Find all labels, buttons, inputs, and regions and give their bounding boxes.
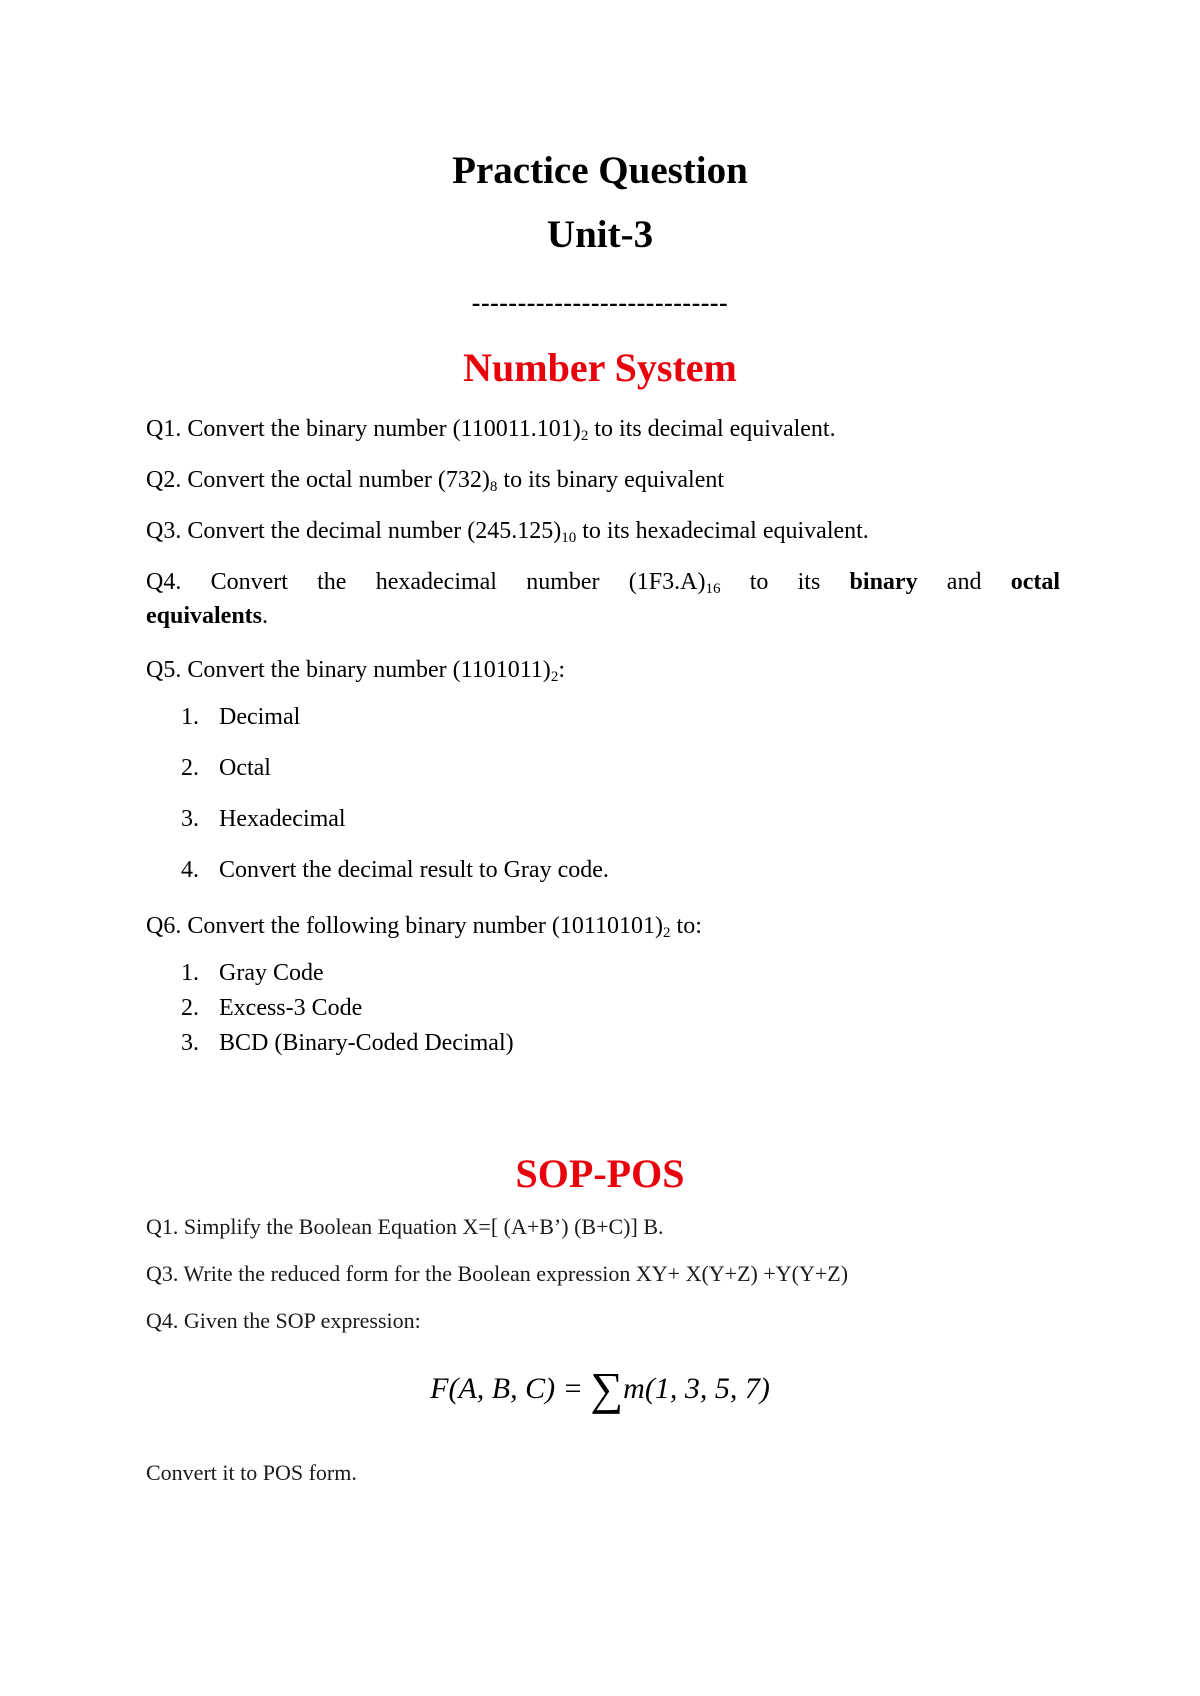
sop-formula: F(A, B, C) = ∑m(1, 3, 5, 7) <box>430 1363 770 1414</box>
question-ns-q6: Q6. Convert the following binary number $(10110101)_2$ to: <box>146 913 702 941</box>
question-sop-q1: Q1. Simplify the Boolean Equation X=[ (A+B’) (B+C)] B. <box>146 1214 664 1239</box>
question-sop-q4: Q4. Given the SOP expression: <box>146 1308 421 1333</box>
convert-instruction: Convert it to POS form. <box>146 1460 357 1485</box>
question-ns-q4: Q4. Convert the hexadecimal number $(1F3.A)_{16}$ to its binary and octal <box>146 569 1061 597</box>
list-item: 3. BCD (Binary-Coded Decimal) <box>181 1030 514 1056</box>
section-heading-number-system: Number System <box>463 345 737 390</box>
question-ns-q3: Q3. Convert the decimal number $(245.125)_{10}$ to its hexadecimal equivalent. <box>146 518 869 546</box>
section-heading-sop-pos: SOP-POS <box>515 1151 685 1196</box>
question-ns-q5: Q5. Convert the binary number $(1101011)_2$: <box>146 657 565 685</box>
question-ns-q4-continued: equivalents. <box>146 603 269 629</box>
list-item: 1. Gray Code <box>181 960 324 986</box>
question-sop-q3: Q3. Write the reduced form for the Boolean expression XY+ X(Y+Z) +Y(Y+Z) <box>146 1261 849 1286</box>
list-item: 2. Octal <box>181 755 271 781</box>
list-item: 2. Excess-3 Code <box>181 995 363 1021</box>
divider-line: ---------------------------- <box>471 288 729 317</box>
question-ns-q2: Q2. Convert the octal number $(732)_8$ to its binary equivalent <box>146 467 725 495</box>
question-ns-q1: Q1. Convert the binary number $(110011.101)_2$ to its decimal equivalent. <box>146 416 836 444</box>
unit-label: Unit-3 <box>546 213 654 256</box>
list-item: 3. Hexadecimal <box>181 806 346 832</box>
list-item: 4. Convert the decimal result to Gray code. <box>181 857 609 883</box>
list-item: 1. Decimal <box>181 704 301 730</box>
document-title: Practice Question <box>452 149 748 192</box>
summation-symbol: ∑ <box>590 1363 624 1414</box>
